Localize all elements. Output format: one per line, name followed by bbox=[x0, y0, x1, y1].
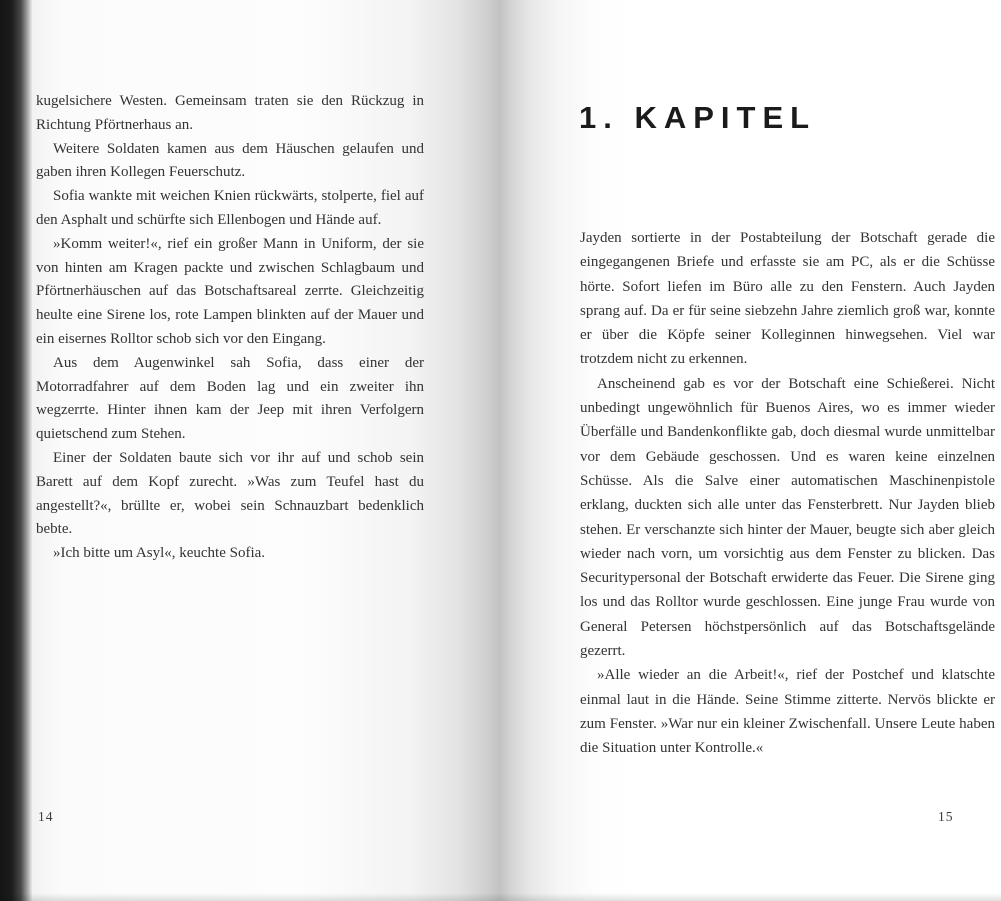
page-bottom-edge bbox=[0, 893, 1001, 901]
book-cover-edge bbox=[0, 0, 32, 901]
paragraph: Sofia wankte mit weichen Knien rückwärts, stolperte, fiel auf den Asphalt und schürfte sich Ellenbogen und Hände auf. bbox=[36, 188, 424, 228]
paragraph: Jayden sortierte in der Postabteilung der Botschaft gerade die eingegangenen Briefe und erfasste sie am PC, als er die Schüsse hörte. Sofort liefen im Büro alle zu den Fenstern. Auch Jayden sprang auf. Da er für seine siebzehn Jahre ziemlich groß war, konnte er über die Köpfe seiner Kolleginnen hinwegsehen. Viel war trotzdem nicht zu erkennen. bbox=[580, 230, 995, 368]
paragraph: Aus dem Augenwinkel sah Sofia, dass einer der Motorradfahrer auf dem Boden lag und ein zweiter ihn wegzerrte. Hinter ihnen kam der Jeep mit ihren Verfolgern quietschend zum Stehen. bbox=[36, 354, 424, 443]
paragraph: »Ich bitte um Asyl«, keuchte Sofia. bbox=[53, 545, 266, 562]
right-page-number: 15 bbox=[938, 809, 954, 824]
paragraph: kugelsichere Westen. Gemeinsam traten sie den Rückzug in Richtung Pförtnerhaus an. bbox=[36, 93, 424, 133]
left-page-number: 14 bbox=[38, 809, 54, 824]
chapter-heading: 1. KAPITEL bbox=[579, 100, 817, 135]
paragraph: Einer der Soldaten baute sich vor ihr auf und schob sein Barett auf dem Kopf zurecht. »Was zum Teufel hast du angestellt?«, brüllte er, wobei sein Schnauzbart bedenklich bebte. bbox=[36, 449, 424, 538]
paragraph: »Komm weiter!«, rief ein großer Mann in Uniform, der sie von hinten am Kragen packte und zwischen Schlagbaum und Pförtnerhäuschen auf das Botschaftsareal zerrte. Gleichzeitig heulte eine Sirene los, rote Lampen blinkten auf der Mauer und ein eisernes Rolltor schob sich vor den Eingang. bbox=[36, 235, 424, 347]
paragraph: Weitere Soldaten kamen aus dem Häuschen gelaufen und gaben ihren Kollegen Feuerschutz. bbox=[36, 140, 424, 181]
paragraph: Anscheinend gab es vor der Botschaft eine Schießerei. Nicht unbedingt ungewöhnlich für Buenos Aires, wo es immer wieder Überfälle und Bandenkonflikte gab, doch diesmal wurde unmittelbar vor dem Gebäude geschossen. Und es waren keine einzelnen Schüsse. Als die Salve einer automatischen Maschinenpistole erklang, duckten sich alle unter das Fensterbrett. Nur Jayden blieb stehen. Er verschanzte sich hinter der Mauer, beugte sich aber gleich wieder nach vorn, um vorsichtig aus dem Fenster zu blicken. Das Securitypersonal der Botschaft erwiderte das Feuer. Die Sirene ging los und das Rolltor wurde geschlossen. Eine junge Frau wurde von General Petersen höchstpersönlich auf das Botschaftsgelände gezerrt. bbox=[580, 375, 995, 660]
right-page-text bbox=[580, 226, 995, 761]
paragraph: »Alle wieder an die Arbeit!«, rief der Postchef und klatschte einmal laut in die Hände. Seine Stimme zitterte. Nervös blickte er zum Fenster. »War nur ein kleiner Zwischenfall. Unsere Leute haben die Situation unter Kontrolle.« bbox=[580, 667, 995, 757]
left-page-text bbox=[36, 90, 424, 566]
